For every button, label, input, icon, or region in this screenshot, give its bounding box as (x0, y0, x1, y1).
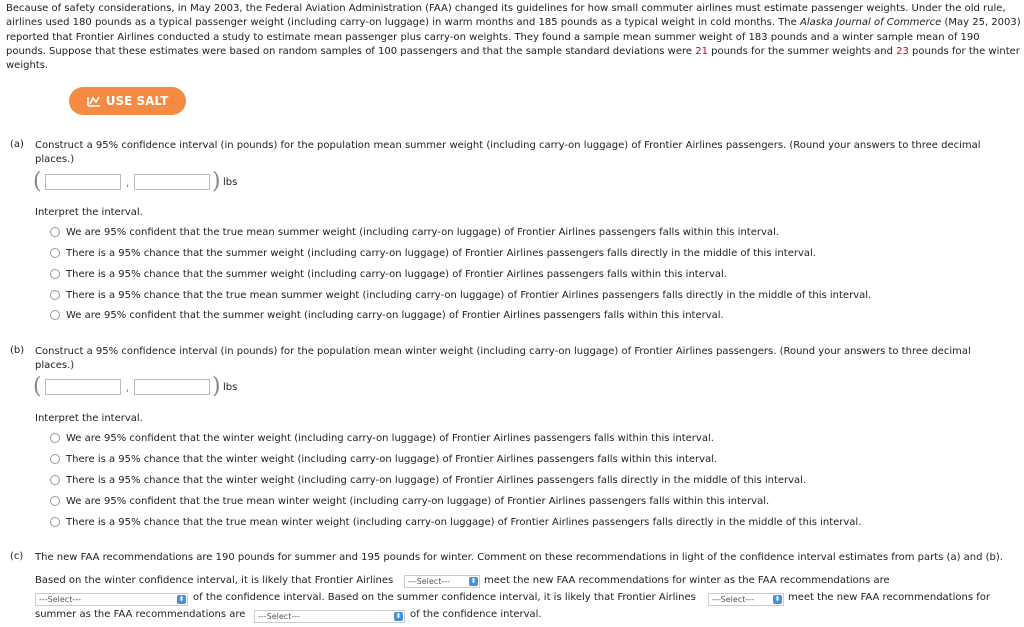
problem-intro (6, 2, 1022, 73)
part-b-label: (b) (10, 345, 25, 356)
right-paren: ) (212, 374, 221, 399)
select-placeholder: ---Select--- (258, 612, 300, 621)
radio-button[interactable] (50, 517, 60, 527)
summer-meet-select[interactable] (708, 593, 784, 606)
option-label: We are 95% confident that the true mean summer weight (including carry-on luggage) of Frontier Airlines passengers falls within this interval. (66, 226, 779, 238)
radio-button[interactable] (50, 454, 60, 464)
option-label: There is a 95% chance that the summer weight (including carry-on luggage) of Frontier Airlines passengers falls within this interval. (66, 268, 727, 280)
option-label: There is a 95% chance that the summer weight (including carry-on luggage) of Frontier Airlines passengers falls directly in the middle of this interval. (66, 247, 816, 259)
select-placeholder: ---Select--- (712, 595, 754, 604)
radio-button[interactable] (50, 290, 60, 300)
left-paren: ( (33, 169, 42, 194)
option-label: There is a 95% chance that the true mean summer weight (including carry-on luggage) of Frontier Airlines passengers falls directly in the middle of this interval. (66, 289, 872, 301)
part-c-text-4: meet the new FAA recommendations for (788, 592, 990, 603)
intro-text-2: (May 25, 2003) reported that Frontier Airlines conducted a study to estimate mean passenger plus carry-on weights. They found a sample mean summer weight of 183 pounds and a winter sample mean of 190 pounds. Suppose that these estimates were based on random samples of 100 passengers and that the sample standard deviations were (6, 17, 1021, 57)
comma: , (126, 383, 130, 394)
radio-button[interactable] (50, 248, 60, 258)
part-a-option-3[interactable] (50, 267, 727, 281)
part-a-option-2[interactable] (50, 246, 816, 260)
summer-sd-value: 21 (695, 45, 708, 57)
salt-icon (87, 95, 101, 107)
part-b-option-3[interactable] (50, 473, 806, 487)
part-b-option-4[interactable] (50, 494, 769, 508)
part-c-text-2: meet the new FAA recommendations for winter as the FAA recommendations are (484, 575, 890, 586)
winter-position-select[interactable] (35, 593, 188, 606)
radio-button[interactable] (50, 227, 60, 237)
part-c-text-6: of the confidence interval. (410, 609, 542, 620)
select-placeholder: ---Select--- (39, 595, 81, 604)
option-label: There is a 95% chance that the true mean winter weight (including carry-on luggage) of Frontier Airlines passengers falls directly in the middle of this interval. (66, 516, 862, 528)
radio-button[interactable] (50, 269, 60, 279)
part-b-question: Construct a 95% confidence interval (in pounds) for the population mean winter weight (including carry-on luggage) of Frontier Airlines passengers. (Round your answers to three decimal places.) (35, 346, 971, 371)
part-a-option-1[interactable] (50, 225, 779, 239)
intro-text-3: pounds for the summer weights and (707, 45, 897, 57)
summer-position-select[interactable] (254, 610, 405, 623)
radio-button[interactable] (50, 433, 60, 443)
radio-button[interactable] (50, 475, 60, 485)
part-a-interpret-label: Interpret the interval. (35, 207, 143, 218)
use-salt-button[interactable] (69, 87, 186, 115)
option-label: We are 95% confident that the winter weight (including carry-on luggage) of Frontier Airlines passengers falls within this interval. (66, 432, 714, 444)
part-b-upper-bound-input[interactable] (134, 379, 210, 395)
intro-text-4: pounds for the winter weights. (6, 45, 1020, 72)
intro-text-1: Because of safety considerations, in May 2003, the Federal Aviation Administration (FAA) changed its guidelines for how small commuter airlines must estimate passenger weights. Under the old rule, airlines used 180 pounds as a typical passenger weight (including carry-on luggage) in warm months and 185 pounds as a typical weight in cold months. The (6, 3, 1006, 29)
radio-button[interactable] (50, 310, 60, 320)
option-label: There is a 95% chance that the winter weight (including carry-on luggage) of Frontier Airlines passengers falls directly in the middle of this interval. (66, 474, 807, 486)
winter-meet-select[interactable] (404, 575, 480, 588)
part-c-text-1: Based on the winter confidence interval, it is likely that Frontier Airlines (35, 575, 394, 586)
right-paren: ) (212, 169, 221, 194)
part-a-unit: lbs (223, 177, 238, 188)
part-b-interpret-label: Interpret the interval. (35, 413, 143, 424)
part-a-option-4[interactable] (50, 288, 871, 302)
part-b-lower-bound-input[interactable] (45, 379, 121, 395)
part-a-lower-bound-input[interactable] (45, 174, 121, 190)
part-b-unit: lbs (223, 382, 238, 393)
select-arrow-icon: ⬍ (470, 577, 477, 585)
part-a-question: Construct a 95% confidence interval (in pounds) for the population mean summer weight (including carry-on luggage) of Frontier Airlines passengers. (Round your answers to three decimal places.) (35, 140, 981, 165)
part-c-question: The new FAA recommendations are 190 pounds for summer and 195 pounds for winter. Comment on these recommendations in light of the confidence interval estimates from parts (a) and (b). (35, 552, 1003, 563)
part-a-option-5[interactable] (50, 308, 724, 322)
part-c-label: (c) (10, 551, 24, 562)
part-a-upper-bound-input[interactable] (134, 174, 210, 190)
part-b-option-2[interactable] (50, 452, 717, 466)
select-placeholder: ---Select--- (408, 577, 450, 586)
salt-button-label: USE SALT (105, 94, 169, 108)
select-arrow-icon: ⬍ (178, 595, 185, 603)
part-c-text-3: of the confidence interval. Based on the summer confidence interval, it is likely that Frontier Airlines (193, 592, 696, 603)
radio-button[interactable] (50, 496, 60, 506)
part-b-option-1[interactable] (50, 431, 714, 445)
option-label: We are 95% confident that the true mean winter weight (including carry-on luggage) of Frontier Airlines passengers falls within this interval. (66, 495, 770, 507)
option-label: There is a 95% chance that the winter weight (including carry-on luggage) of Frontier Airlines passengers falls within this interval. (66, 453, 718, 465)
option-label: We are 95% confident that the summer weight (including carry-on luggage) of Frontier Airlines passengers falls within this interval. (66, 309, 724, 321)
left-paren: ( (33, 374, 42, 399)
comma: , (126, 178, 130, 189)
select-arrow-icon: ⬍ (774, 595, 781, 603)
part-b-option-5[interactable] (50, 515, 861, 529)
part-a-label: (a) (10, 139, 24, 150)
winter-sd-value: 23 (896, 45, 909, 57)
select-arrow-icon: ⬍ (395, 612, 402, 620)
part-c-text-5: summer as the FAA recommendations are (35, 609, 246, 620)
journal-name: Alaska Journal of Commerce (799, 17, 942, 29)
